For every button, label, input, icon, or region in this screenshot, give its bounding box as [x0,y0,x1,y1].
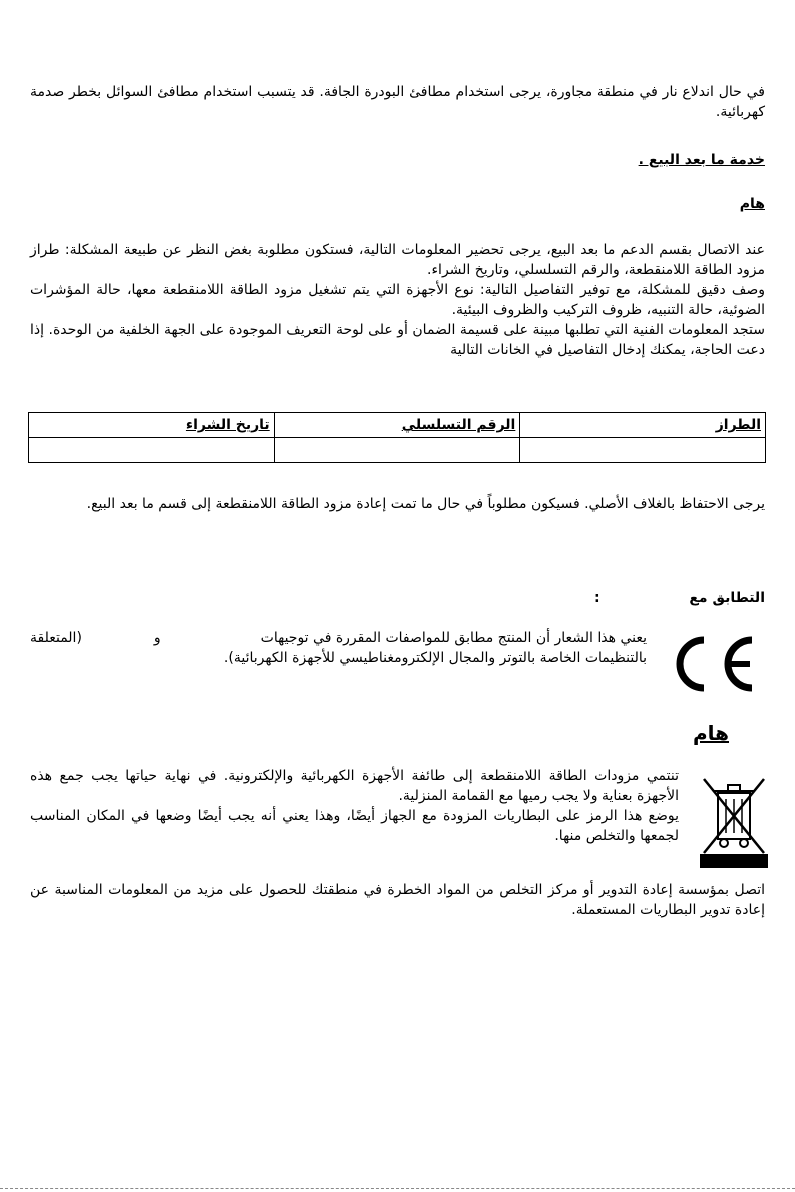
serial-cell[interactable] [274,438,520,463]
ce-description [30,628,647,668]
ce-text-and: و [153,630,161,646]
compliance-colon: : [593,590,600,606]
support-details-paragraph: وصف دقيق للمشكلة، مع توفير التفاصيل التالية: نوع الأجهزة التي يتم تشغيل مزود الطاقة اللامنقطعة معها، حالة المؤشرات الضوئية، حالة التنبيه، ظروف التركيب والظروف البيئية. [30,282,765,318]
model-cell[interactable] [520,438,766,463]
weee-section [30,766,679,846]
page-bottom-rule [0,1188,795,1189]
after-sales-heading: خدمة ما بعد البيع . [638,152,765,168]
weee-paragraph-1: تنتمي مزودات الطاقة اللامنقطعة إلى طائفة الأجهزة الكهربائية والإلكترونية. في نهاية حياتها يجب جمع هذه الأجهزة بعناية ولا يجب رميها مع القمامة المنزلية. [30,768,679,804]
ce-mark-icon [668,632,760,696]
purchase-date-header: تاريخ الشراء [29,413,275,438]
fire-warning-paragraph: في حال اندلاع نار في منطقة مجاورة، يرجى استخدام مطافئ البودرة الجافة. قد يتسبب استخدام مطافئ السوائل بخطر صدمة كهربائية. [30,84,765,120]
serial-header: الرقم التسلسلي [274,413,520,438]
crossed-bin-icon [700,768,768,868]
weee-paragraph-2: يوضع هذا الرمز على البطاريات المزودة مع الجهاز أيضًا، وهذا يعني أنه يجب أيضًا وضعها في المكان المناسب لجمعها والتخلص منها. [30,808,679,844]
table-entry-row [29,438,766,463]
purchase-date-cell[interactable] [29,438,275,463]
table-header-row [29,413,766,438]
support-label-paragraph: ستجد المعلومات الفنية التي تطلبها مبينة على قسيمة الضمان أو على لوحة التعريف الموجودة على الجهة الخلفية من الوحدة. إذا دعت الحاجة، يمكنك إدخال التفاصيل في الخانات التالية [30,322,765,358]
important-heading-2: هام [692,721,729,745]
support-intro-paragraph: عند الاتصال بقسم الدعم ما بعد البيع، يرجى تحضير المعلومات التالية، فستكون مطلوبة بغض النظر عن طبيعة المشكلة: طراز مزود الطاقة اللامنقطعة، والرقم التسلسلي، وتاريخ الشراء. [30,242,765,278]
model-header: الطراز [520,413,766,438]
ce-text-line1: يعني هذا الشعار أن المنتج مطابق للمواصفات المقررة في توجيهات [260,630,647,646]
support-section [30,240,765,360]
ce-text-line2: بالتنظيمات الخاصة بالتوتر والمجال الإلكترومغناطيسي للأجهزة الكهربائية). [223,650,647,666]
important-heading: هام [739,196,765,212]
compliance-title: التطابق مع [689,590,765,606]
compliance-heading [30,588,765,608]
weee-bar-icon [700,854,768,868]
recycling-contact-paragraph: اتصل بمؤسسة إعادة التدوير أو مركز التخلص من المواد الخطرة في منطقتك للحصول على مزيد من المعلومات المناسبة عن إعادة تدوير البطاريات المستعملة. [30,882,765,918]
product-info-table [28,412,766,463]
packaging-note-paragraph: يرجى الاحتفاظ بالغلاف الأصلي. فسيكون مطلوباً في حال ما تمت إعادة مزود الطاقة اللامنقطعة إلى قسم ما بعد البيع. [86,496,765,512]
ce-text-paren: (المتعلقة [30,630,82,646]
